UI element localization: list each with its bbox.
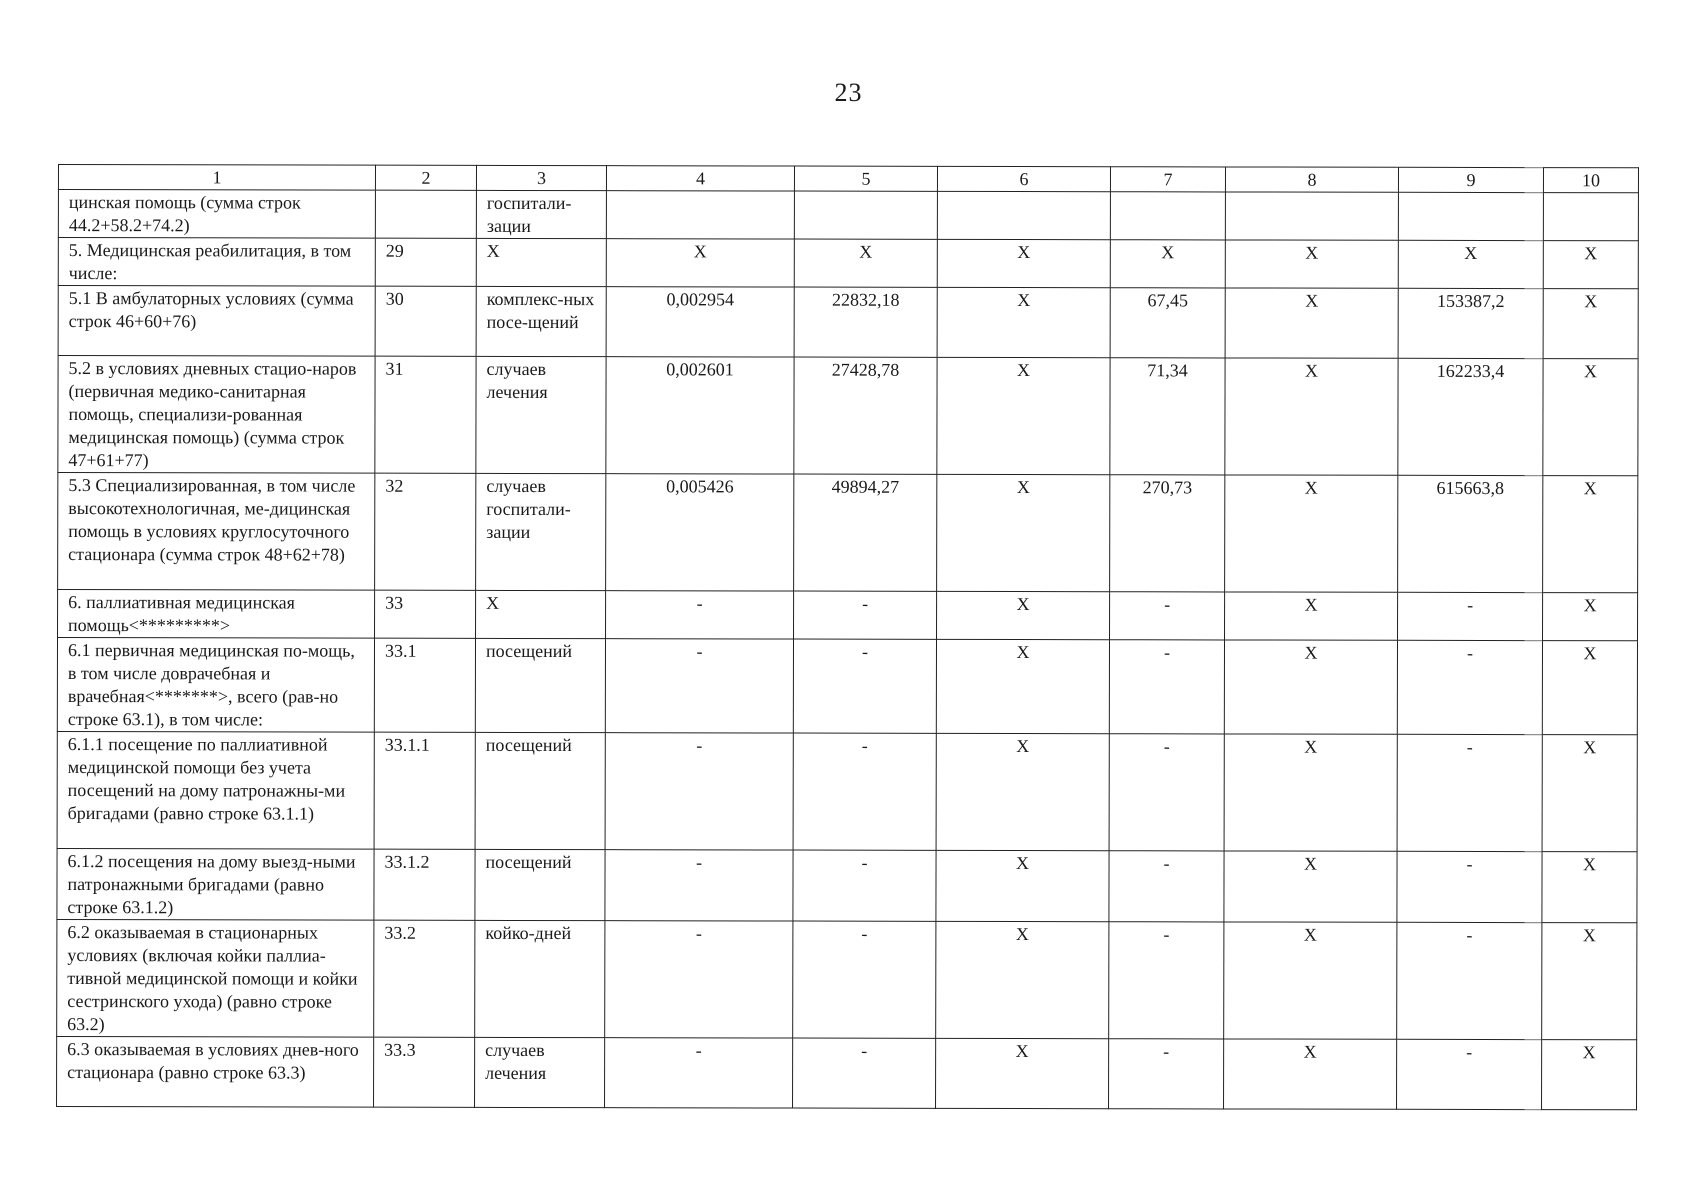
table-row (57, 638, 1637, 735)
table-row (58, 286, 1638, 359)
cell-col-5: X (794, 239, 937, 287)
cell-col-4: 0,002601 (606, 357, 794, 474)
cell-col-10: X (1542, 641, 1637, 735)
table-row (57, 731, 1637, 851)
data-table (56, 164, 1639, 1110)
page-number: 23 (834, 78, 863, 107)
cell-col-8: X (1224, 734, 1397, 851)
cell-unit: посещений (475, 849, 605, 920)
cell-unit: госпитали-зации (476, 190, 606, 238)
cell-col-9: 615663,8 (1398, 475, 1543, 592)
cell-col-7: - (1110, 592, 1225, 640)
cell-col-9: - (1397, 1039, 1542, 1109)
cell-name: 6.1 первичная медицинская по-мощь, в том числе доврачебная и врачебная<*******>, всего (рав-но строке 63.1), в том числе: (57, 638, 374, 733)
cell-col-7 (1110, 192, 1225, 240)
table-row (57, 848, 1637, 922)
cell-col-6: X (937, 474, 1110, 591)
cell-col-4: 0,005426 (606, 474, 794, 591)
cell-col-9: 162233,4 (1398, 358, 1543, 475)
cell-name: 5.3 Специализированная, в том числе высокотехнологичная, ме-дицинская помощь в условиях круглосуточного стационара (сумма строк 48+62+78) (58, 473, 375, 591)
cell-col-7: - (1109, 734, 1224, 851)
table-row (57, 919, 1637, 1039)
cell-col-9: - (1397, 922, 1542, 1039)
cell-col-6: X (936, 639, 1109, 733)
cell-unit: случаев госпитали-зации (476, 473, 606, 590)
cell-col-8: X (1224, 922, 1397, 1039)
cell-col-9: - (1397, 851, 1542, 922)
cell-line-number: 33.1 (374, 638, 475, 732)
cell-col-6: X (937, 357, 1110, 474)
cell-col-10: X (1542, 1040, 1637, 1110)
cell-col-7: - (1109, 640, 1224, 734)
table-row (58, 356, 1638, 476)
cell-unit: случаев лечения (476, 356, 606, 473)
cell-col-10 (1543, 193, 1638, 241)
cell-col-4: - (605, 850, 793, 921)
table-body (57, 190, 1639, 1110)
header-col-4: 4 (606, 166, 794, 191)
cell-name: 6.1.1 посещение по паллиативной медицинской помощи без учета посещений на дому патронажны-ми бригадами (равно строке 63.1.1) (57, 731, 374, 849)
cell-name: 5.2 в условиях дневных стацио-наров (первичная медико-санитарная помощь, специализи-рованная медицинская помощь) (сумма строк 47+61+77) (58, 356, 375, 474)
cell-unit: комплекс-ных посе-щений (476, 286, 606, 356)
cell-col-5: - (793, 921, 936, 1038)
cell-col-6: X (937, 239, 1110, 287)
cell-col-8: X (1225, 288, 1398, 358)
table-row (58, 473, 1638, 593)
cell-col-6 (937, 191, 1110, 239)
cell-col-7: X (1110, 240, 1225, 288)
cell-col-7: 67,45 (1110, 288, 1225, 358)
table-row (58, 190, 1638, 241)
cell-col-5: - (793, 639, 936, 733)
cell-col-9: 153387,2 (1398, 288, 1543, 358)
cell-line-number (375, 190, 476, 238)
cell-col-5 (794, 191, 937, 239)
cell-name: 6.3 оказываемая в условиях днев-ного стационара (равно строке 63.3) (57, 1036, 374, 1107)
cell-col-10: X (1542, 735, 1637, 852)
table-row (58, 590, 1638, 641)
cell-name: 5.1 В амбулаторных условиях (сумма строк 46+60+76) (58, 286, 375, 357)
cell-name: 6. паллиативная медицинская помощь<*********> (58, 590, 375, 639)
cell-line-number: 33.3 (374, 1037, 475, 1107)
cell-col-8: X (1224, 1039, 1397, 1109)
cell-col-4: - (605, 733, 793, 850)
cell-name: 5. Медицинская реабилитация, в том числе: (58, 238, 375, 287)
cell-col-5: 22832,18 (794, 287, 937, 357)
cell-col-7: - (1109, 851, 1224, 922)
cell-col-6: X (937, 287, 1110, 357)
cell-unit: случаев лечения (475, 1037, 605, 1107)
cell-line-number: 32 (375, 473, 476, 590)
cell-col-10: X (1542, 923, 1637, 1040)
cell-line-number: 29 (375, 238, 476, 286)
cell-col-8: X (1225, 475, 1398, 592)
cell-col-5: 27428,78 (794, 357, 937, 474)
cell-col-5: 49894,27 (794, 474, 937, 591)
cell-col-9: - (1397, 734, 1542, 851)
cell-unit: посещений (475, 732, 605, 849)
header-col-5: 5 (794, 166, 937, 191)
table-row (58, 238, 1638, 289)
cell-col-8: X (1225, 240, 1398, 288)
cell-unit: посещений (475, 638, 605, 732)
cell-col-4: 0,002954 (606, 287, 794, 357)
cell-col-7: - (1109, 922, 1224, 1039)
header-col-9: 9 (1398, 167, 1543, 192)
cell-col-5: - (793, 1038, 936, 1108)
cell-col-6: X (936, 921, 1109, 1038)
cell-unit: койко-дней (475, 920, 605, 1037)
table-header (58, 165, 1638, 193)
cell-line-number: 33.1.2 (374, 849, 475, 920)
cell-line-number: 33 (375, 590, 476, 638)
cell-col-5: - (794, 591, 937, 639)
cell-name: цинская помощь (сумма строк 44.2+58.2+74.2) (58, 190, 375, 239)
cell-line-number: 30 (375, 286, 476, 356)
cell-unit: X (476, 590, 606, 638)
cell-col-7: 270,73 (1110, 475, 1225, 592)
cell-col-4: - (605, 639, 793, 733)
header-row (58, 165, 1638, 193)
cell-col-5: - (793, 850, 936, 921)
cell-col-8: X (1224, 640, 1397, 734)
header-col-8: 8 (1225, 167, 1398, 192)
cell-col-7: 71,34 (1110, 358, 1225, 475)
cell-col-4: - (606, 591, 794, 639)
cell-col-9: - (1398, 592, 1543, 640)
cell-col-10: X (1543, 476, 1638, 593)
header-col-3: 3 (476, 165, 606, 190)
cell-name: 6.2 оказываемая в стационарных условиях (включая койки паллиа-тивной медицинской помощи и койки сестринского ухода) (равно строке 63.2) (57, 919, 374, 1037)
cell-col-9 (1398, 192, 1543, 240)
cell-col-4: - (605, 1038, 793, 1108)
cell-col-8: X (1224, 851, 1397, 922)
cell-col-5: - (793, 733, 936, 850)
cell-col-6: X (937, 591, 1110, 639)
cell-col-4: X (606, 239, 794, 287)
cell-name: 6.1.2 посещения на дому выезд-ными патронажными бригадами (равно строке 63.1.2) (57, 848, 374, 920)
table-row (57, 1036, 1637, 1109)
cell-col-8 (1225, 192, 1398, 240)
cell-col-8: X (1225, 358, 1398, 475)
header-col-7: 7 (1110, 167, 1225, 192)
header-col-6: 6 (937, 166, 1110, 191)
cell-col-6: X (936, 1038, 1109, 1108)
cell-col-4: - (605, 921, 793, 1038)
cell-col-10: X (1543, 289, 1638, 359)
cell-unit: X (476, 238, 606, 286)
cell-col-8: X (1225, 592, 1398, 640)
cell-line-number: 33.1.1 (374, 732, 475, 849)
cell-line-number: 33.2 (374, 920, 475, 1037)
cell-col-9: - (1397, 640, 1542, 734)
header-col-10: 10 (1543, 168, 1638, 193)
cell-line-number: 31 (375, 356, 476, 473)
cell-col-10: X (1543, 593, 1638, 641)
cell-col-9: X (1398, 240, 1543, 288)
cell-col-6: X (936, 850, 1109, 921)
cell-col-6: X (936, 733, 1109, 850)
cell-col-10: X (1543, 359, 1638, 476)
cell-col-7: - (1109, 1039, 1224, 1109)
cell-col-10: X (1543, 241, 1638, 289)
header-col-1: 1 (58, 165, 375, 191)
cell-col-4 (606, 191, 794, 239)
header-col-2: 2 (375, 165, 476, 190)
cell-col-10: X (1542, 852, 1637, 923)
